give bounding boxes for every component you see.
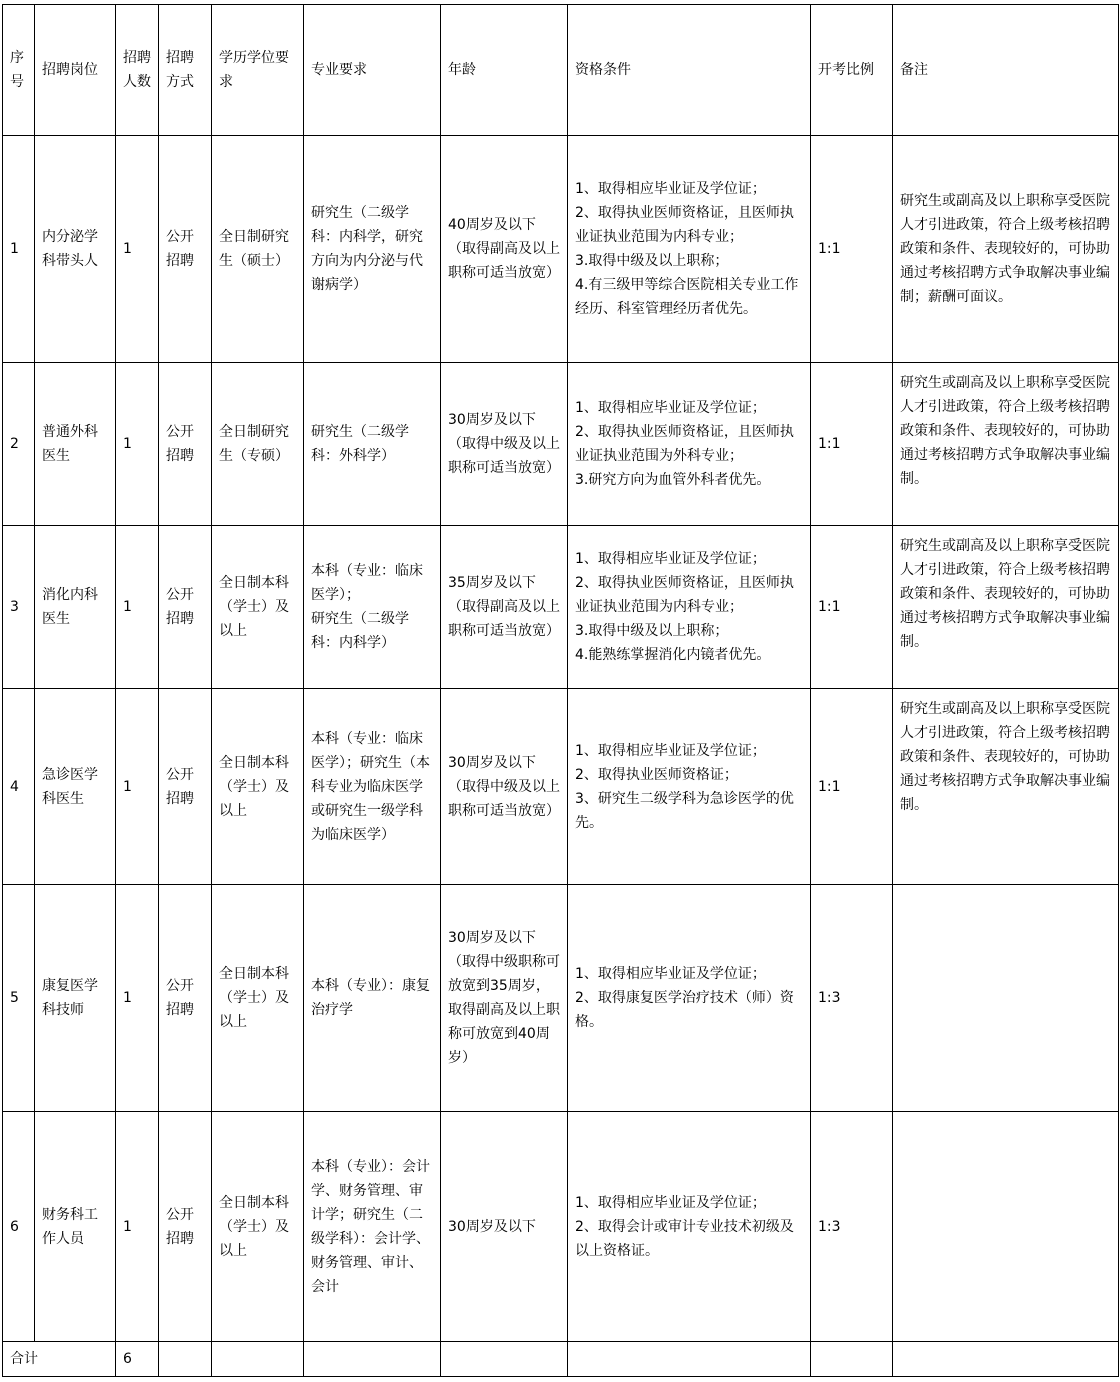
total-empty-cell: [304, 1342, 441, 1377]
header-degree: 学历学位要求: [212, 5, 304, 136]
header-method: 招聘方式: [159, 5, 212, 136]
cell-qualification: 1、取得相应毕业证及学位证； 2、取得执业医师资格证； 3、研究生二级学科为急诊医学的优先。: [568, 689, 811, 885]
recruitment-table: [2, 4, 1119, 1377]
header-seq: 序号: [3, 5, 35, 136]
cell-count: 1: [116, 885, 159, 1112]
header-major: 专业要求: [304, 5, 441, 136]
cell-count: 1: [116, 136, 159, 363]
cell-method: 公开招聘: [159, 689, 212, 885]
cell-qualification: 1、取得相应毕业证及学位证； 2、取得会计或审计专业技术初级及以上资格证。: [568, 1112, 811, 1342]
table-row: [3, 689, 1119, 885]
cell-major: 本科（专业：临床医学）；研究生（本科专业为临床医学或研究生一级学科为临床医学）: [304, 689, 441, 885]
total-empty-cell: [893, 1342, 1119, 1377]
cell-seq: 3: [3, 526, 35, 689]
cell-method: 公开招聘: [159, 526, 212, 689]
cell-age: 40周岁及以下（取得副高及以上职称可适当放宽）: [441, 136, 568, 363]
cell-degree: 全日制本科（学士）及以上: [212, 1112, 304, 1342]
header-age: 年龄: [441, 5, 568, 136]
cell-ratio: 1:3: [811, 885, 893, 1112]
cell-note: [893, 1112, 1119, 1342]
cell-age: 30周岁及以下（取得中级职称可放宽到35周岁，取得副高及以上职称可放宽到40周岁）: [441, 885, 568, 1112]
cell-degree: 全日制本科（学士）及以上: [212, 689, 304, 885]
cell-age: 30周岁及以下: [441, 1112, 568, 1342]
cell-age: 30周岁及以下（取得中级及以上职称可适当放宽）: [441, 689, 568, 885]
total-label: 合计: [3, 1342, 116, 1377]
cell-age: 30周岁及以下（取得中级及以上职称可适当放宽）: [441, 363, 568, 526]
cell-seq: 5: [3, 885, 35, 1112]
cell-ratio: 1:1: [811, 689, 893, 885]
cell-major: 本科（专业）：康复治疗学: [304, 885, 441, 1112]
cell-ratio: 1:1: [811, 363, 893, 526]
cell-major: 研究生（二级学科：内科学，研究方向为内分泌与代谢病学）: [304, 136, 441, 363]
header-qualification: 资格条件: [568, 5, 811, 136]
header-count: 招聘人数: [116, 5, 159, 136]
cell-ratio: 1:3: [811, 1112, 893, 1342]
cell-degree: 全日制本科（学士）及以上: [212, 526, 304, 689]
cell-major: 本科（专业）：会计学、财务管理、审计学；研究生（二级学科）：会计学、财务管理、审计、会计: [304, 1112, 441, 1342]
cell-major: 本科（专业：临床医学）； 研究生（二级学科：内科学）: [304, 526, 441, 689]
total-empty-cell: [212, 1342, 304, 1377]
cell-degree: 全日制研究生（专硕）: [212, 363, 304, 526]
cell-ratio: 1:1: [811, 526, 893, 689]
cell-count: 1: [116, 1112, 159, 1342]
cell-qualification: 1、取得相应毕业证及学位证； 2、取得执业医师资格证，且医师执业证执业范围为外科专业； 3.研究方向为血管外科者优先。: [568, 363, 811, 526]
cell-note: 研究生或副高及以上职称享受医院人才引进政策，符合上级考核招聘政策和条件、表现较好的，可协助通过考核招聘方式争取解决事业编制。: [893, 526, 1119, 689]
table-row: [3, 136, 1119, 363]
cell-seq: 2: [3, 363, 35, 526]
table-header-row: [3, 5, 1119, 136]
cell-age: 35周岁及以下（取得副高及以上职称可适当放宽）: [441, 526, 568, 689]
total-empty-cell: [159, 1342, 212, 1377]
cell-seq: 4: [3, 689, 35, 885]
total-empty-cell: [568, 1342, 811, 1377]
cell-seq: 1: [3, 136, 35, 363]
cell-note: 研究生或副高及以上职称享受医院人才引进政策，符合上级考核招聘政策和条件、表现较好的，可协助通过考核招聘方式争取解决事业编制；薪酬可面议。: [893, 136, 1119, 363]
cell-seq: 6: [3, 1112, 35, 1342]
cell-note: [893, 885, 1119, 1112]
cell-method: 公开招聘: [159, 136, 212, 363]
table-row: [3, 363, 1119, 526]
cell-position: 普通外科医生: [35, 363, 116, 526]
header-ratio: 开考比例: [811, 5, 893, 136]
cell-position: 急诊医学科医生: [35, 689, 116, 885]
total-row: [3, 1342, 1119, 1377]
cell-position: 消化内科医生: [35, 526, 116, 689]
cell-position: 内分泌学科带头人: [35, 136, 116, 363]
cell-method: 公开招聘: [159, 363, 212, 526]
cell-note: 研究生或副高及以上职称享受医院人才引进政策，符合上级考核招聘政策和条件、表现较好的，可协助通过考核招聘方式争取解决事业编制。: [893, 689, 1119, 885]
cell-ratio: 1:1: [811, 136, 893, 363]
cell-degree: 全日制本科（学士）及以上: [212, 885, 304, 1112]
header-note: 备注: [893, 5, 1119, 136]
cell-qualification: 1、取得相应毕业证及学位证； 2、取得执业医师资格证，且医师执业证执业范围为内科专业； 3.取得中级及以上职称； 4.有三级甲等综合医院相关专业工作经历、科室管理经历者优先。: [568, 136, 811, 363]
table-row: [3, 885, 1119, 1112]
cell-qualification: 1、取得相应毕业证及学位证； 2、取得康复医学治疗技术（师）资格。: [568, 885, 811, 1112]
total-empty-cell: [441, 1342, 568, 1377]
table-row: [3, 1112, 1119, 1342]
table-row: [3, 526, 1119, 689]
cell-major: 研究生（二级学科：外科学）: [304, 363, 441, 526]
cell-position: 康复医学科技师: [35, 885, 116, 1112]
total-empty-cell: [811, 1342, 893, 1377]
cell-method: 公开招聘: [159, 885, 212, 1112]
cell-degree: 全日制研究生（硕士）: [212, 136, 304, 363]
cell-note: 研究生或副高及以上职称享受医院人才引进政策，符合上级考核招聘政策和条件、表现较好的，可协助通过考核招聘方式争取解决事业编制。: [893, 363, 1119, 526]
cell-method: 公开招聘: [159, 1112, 212, 1342]
total-count: 6: [116, 1342, 159, 1377]
header-position: 招聘岗位: [35, 5, 116, 136]
cell-qualification: 1、取得相应毕业证及学位证； 2、取得执业医师资格证，且医师执业证执业范围为内科专业； 3.取得中级及以上职称； 4.能熟练掌握消化内镜者优先。: [568, 526, 811, 689]
cell-position: 财务科工作人员: [35, 1112, 116, 1342]
cell-count: 1: [116, 363, 159, 526]
cell-count: 1: [116, 526, 159, 689]
cell-count: 1: [116, 689, 159, 885]
